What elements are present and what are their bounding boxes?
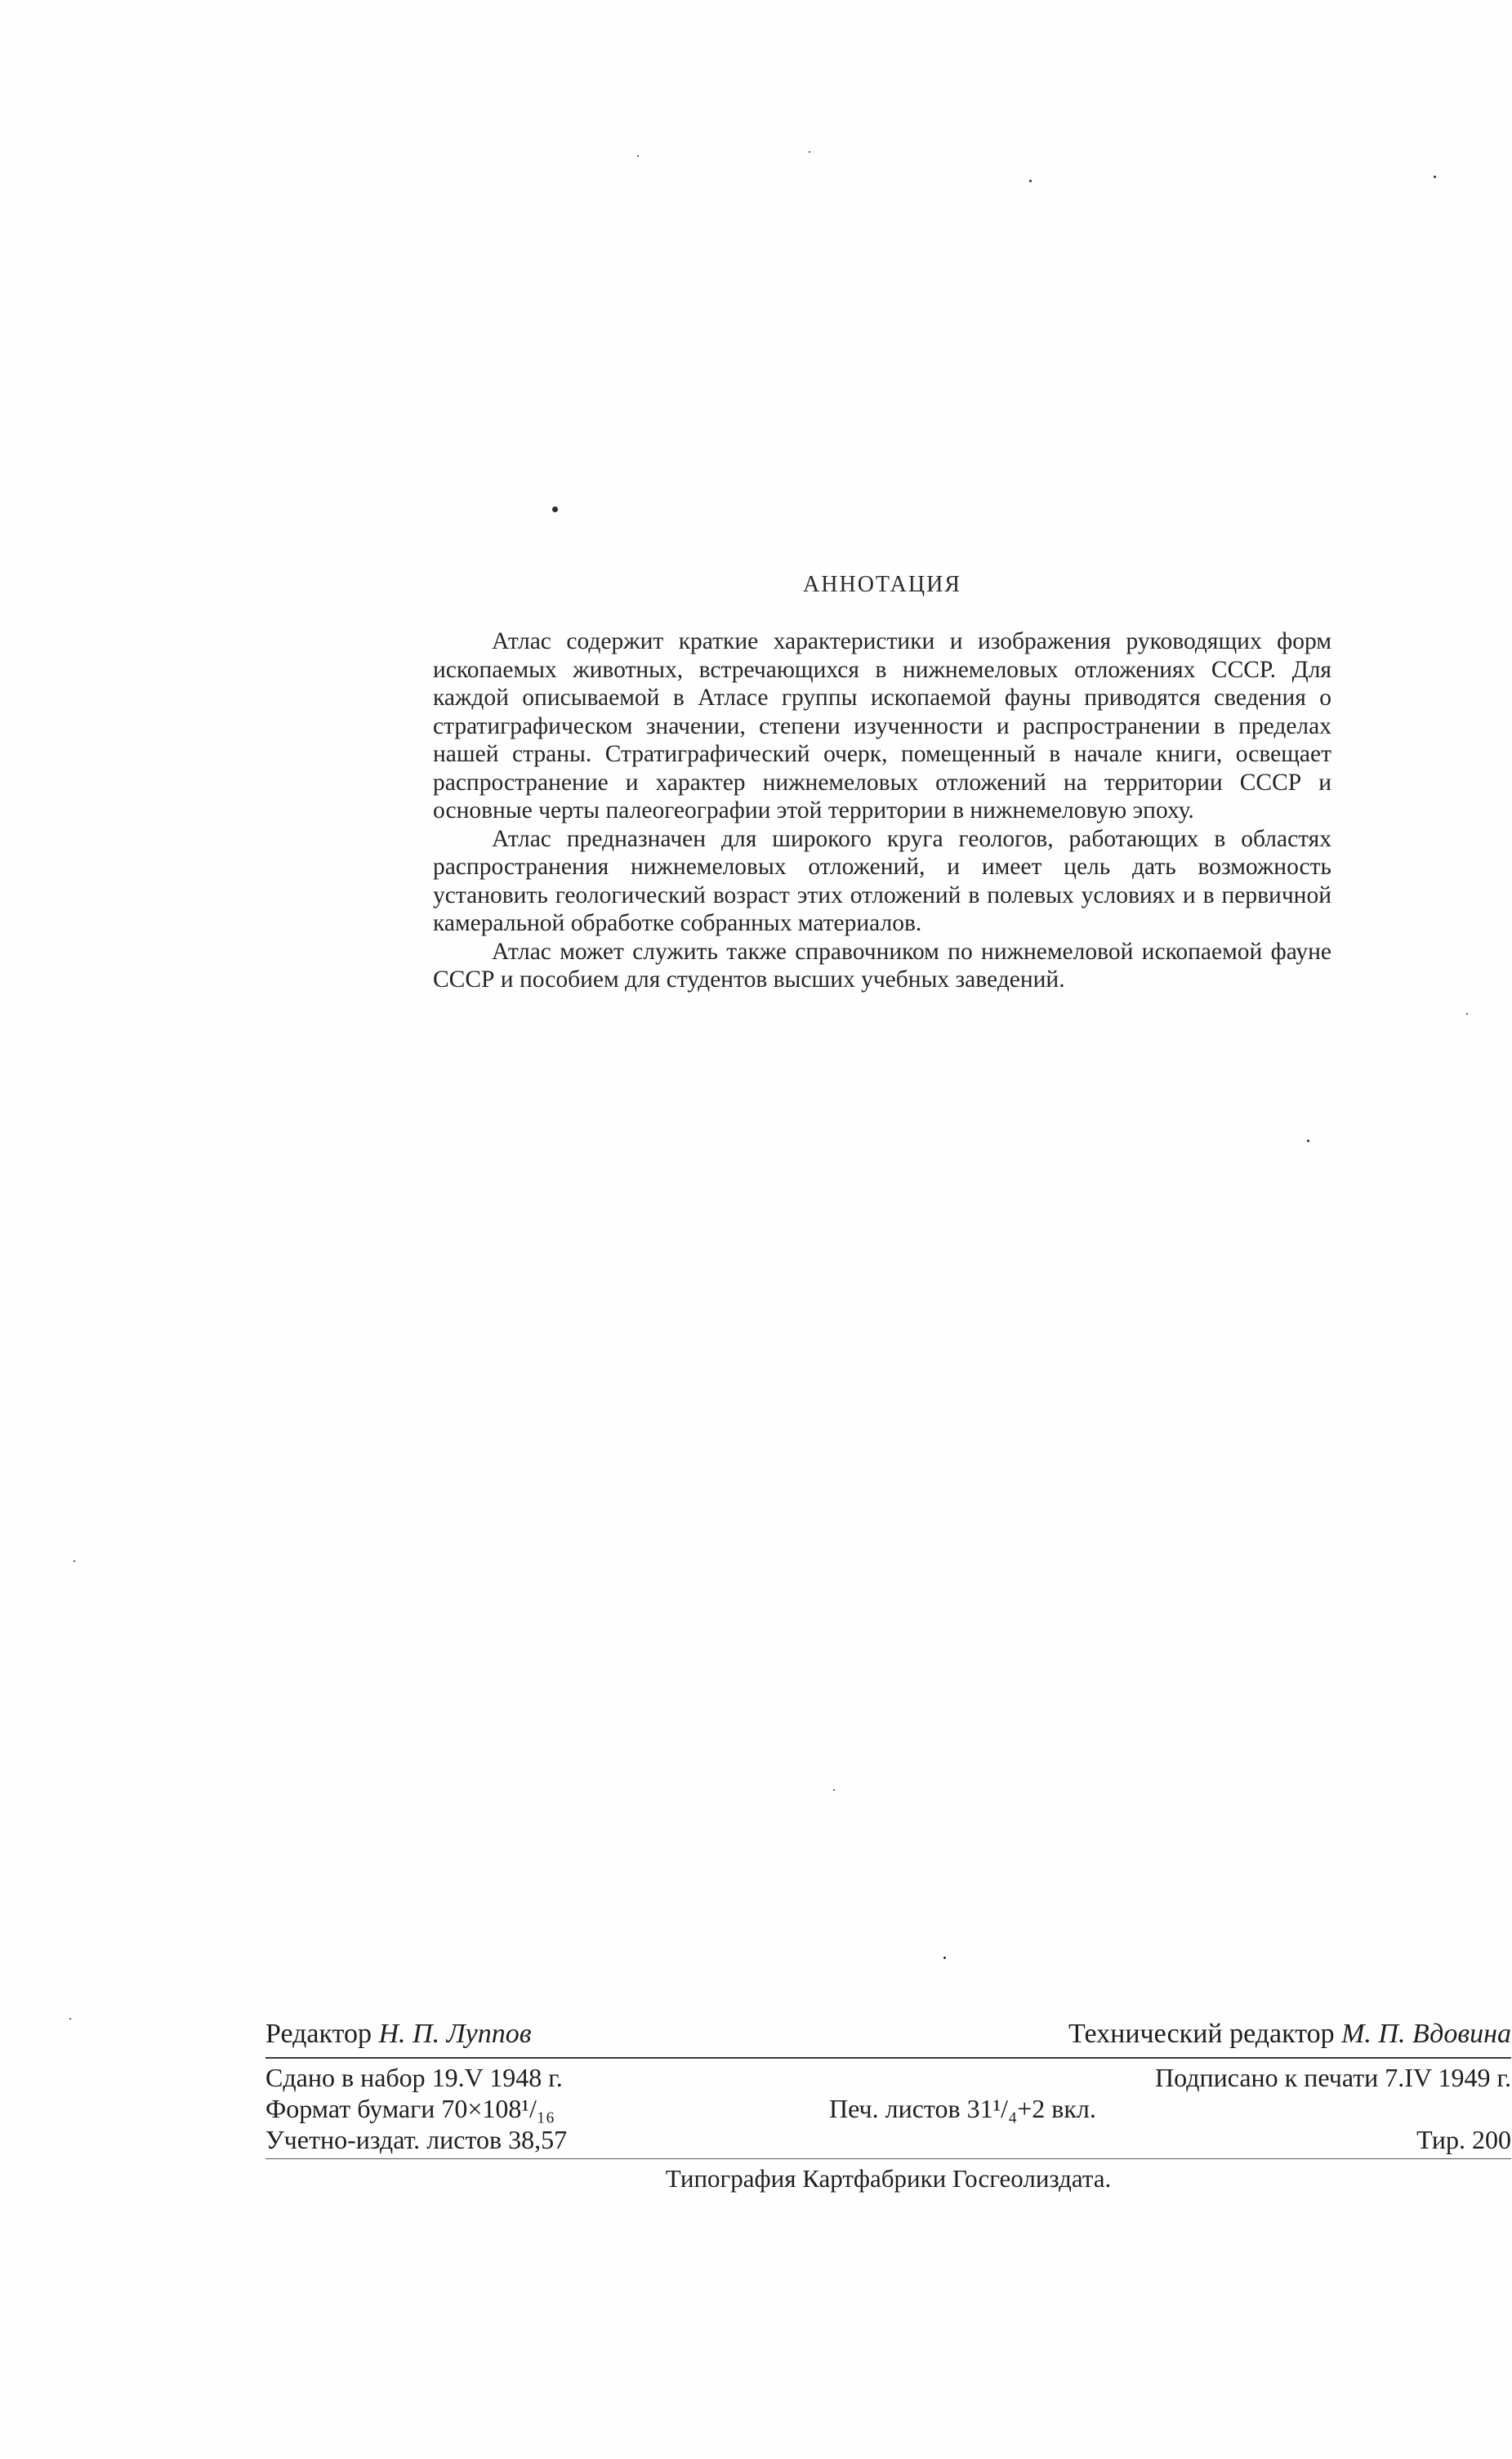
tech-editor-credit bbox=[1068, 2016, 1511, 2052]
editor-credit bbox=[265, 2016, 531, 2052]
scan-speck bbox=[1466, 1013, 1468, 1015]
annotation-section bbox=[433, 572, 1331, 994]
scan-speck bbox=[943, 1957, 946, 1959]
imprint-rule-top bbox=[265, 2057, 1511, 2059]
annotation-paragraph-2: Атлас предназначен для широкого круга геологов, работающих в областях распространения нижнемеловых отложений, и имеет цель дать возможность установить геологический возраст этих отложений в полевых условиях и в первичной камеральной обработке собранных материалов. bbox=[433, 825, 1331, 936]
scan-speck bbox=[74, 1560, 75, 1562]
scan-speck bbox=[1307, 1140, 1309, 1142]
imprint-block bbox=[265, 2016, 1511, 2195]
printing-house: Типография Картфабрики Госгеолиздата. bbox=[665, 2164, 1112, 2193]
annotation-paragraph-1: Атлас содержит краткие характеристики и изображения руководящих форм ископаемых животных, встречающихся в нижнемеловых отложениях СССР. Для каждой описываемой в Атласе группы ископаемой фауны приводятся сведения о стратиграфическом значении, степени изученности и распространении в пределах нашей страны. Стратиграфический очерк, помещенный в начале книги, освещает распространение и характер нижнемеловых отложений на территории СССР и основные черты палеогеографии этой территории в нижнемеловую эпоху. bbox=[433, 628, 1331, 823]
scan-speck bbox=[1434, 176, 1436, 178]
imprint-row-2 bbox=[265, 2093, 1511, 2124]
editor-name: Н. П. Луппов bbox=[378, 2019, 532, 2049]
scan-speck bbox=[809, 151, 810, 153]
signed-date: Подписано к печати 7.IV 1949 г. bbox=[1155, 2063, 1511, 2092]
circulation: Тир. 200 bbox=[1416, 2125, 1511, 2154]
imprint-rule-bottom bbox=[265, 2158, 1511, 2159]
scan-speck bbox=[637, 155, 639, 157]
editors-row bbox=[265, 2016, 1511, 2052]
tech-editor-name: М. П. Вдовина bbox=[1341, 2019, 1511, 2049]
scan-speck bbox=[1029, 180, 1032, 182]
print-sheets: Печ. листов 31¹/₄+2 вкл. bbox=[829, 2094, 1096, 2123]
publisher-sheets: Учетно-издат. листов 38,57 bbox=[265, 2125, 568, 2154]
tech-editor-label: Технический редактор bbox=[1068, 2019, 1335, 2049]
imprint-row-1 bbox=[265, 2062, 1511, 2093]
annotation-paragraph-3: Атлас может служить также справочником по нижнемеловой ископаемой фауне СССР и пособием для студентов высших учебных заведений. bbox=[433, 938, 1331, 993]
editor-label: Редактор bbox=[265, 2019, 372, 2049]
scan-speck bbox=[69, 2018, 71, 2019]
scan-speck bbox=[552, 507, 558, 512]
submitted-date: Сдано в набор 19.V 1948 г. bbox=[265, 2063, 563, 2092]
imprint-row-3 bbox=[265, 2124, 1511, 2155]
paper-format: Формат бумаги 70×108¹/₁₆ bbox=[265, 2094, 555, 2123]
annotation-title: АННОТАЦИЯ bbox=[803, 572, 961, 597]
scan-speck bbox=[833, 1789, 835, 1791]
